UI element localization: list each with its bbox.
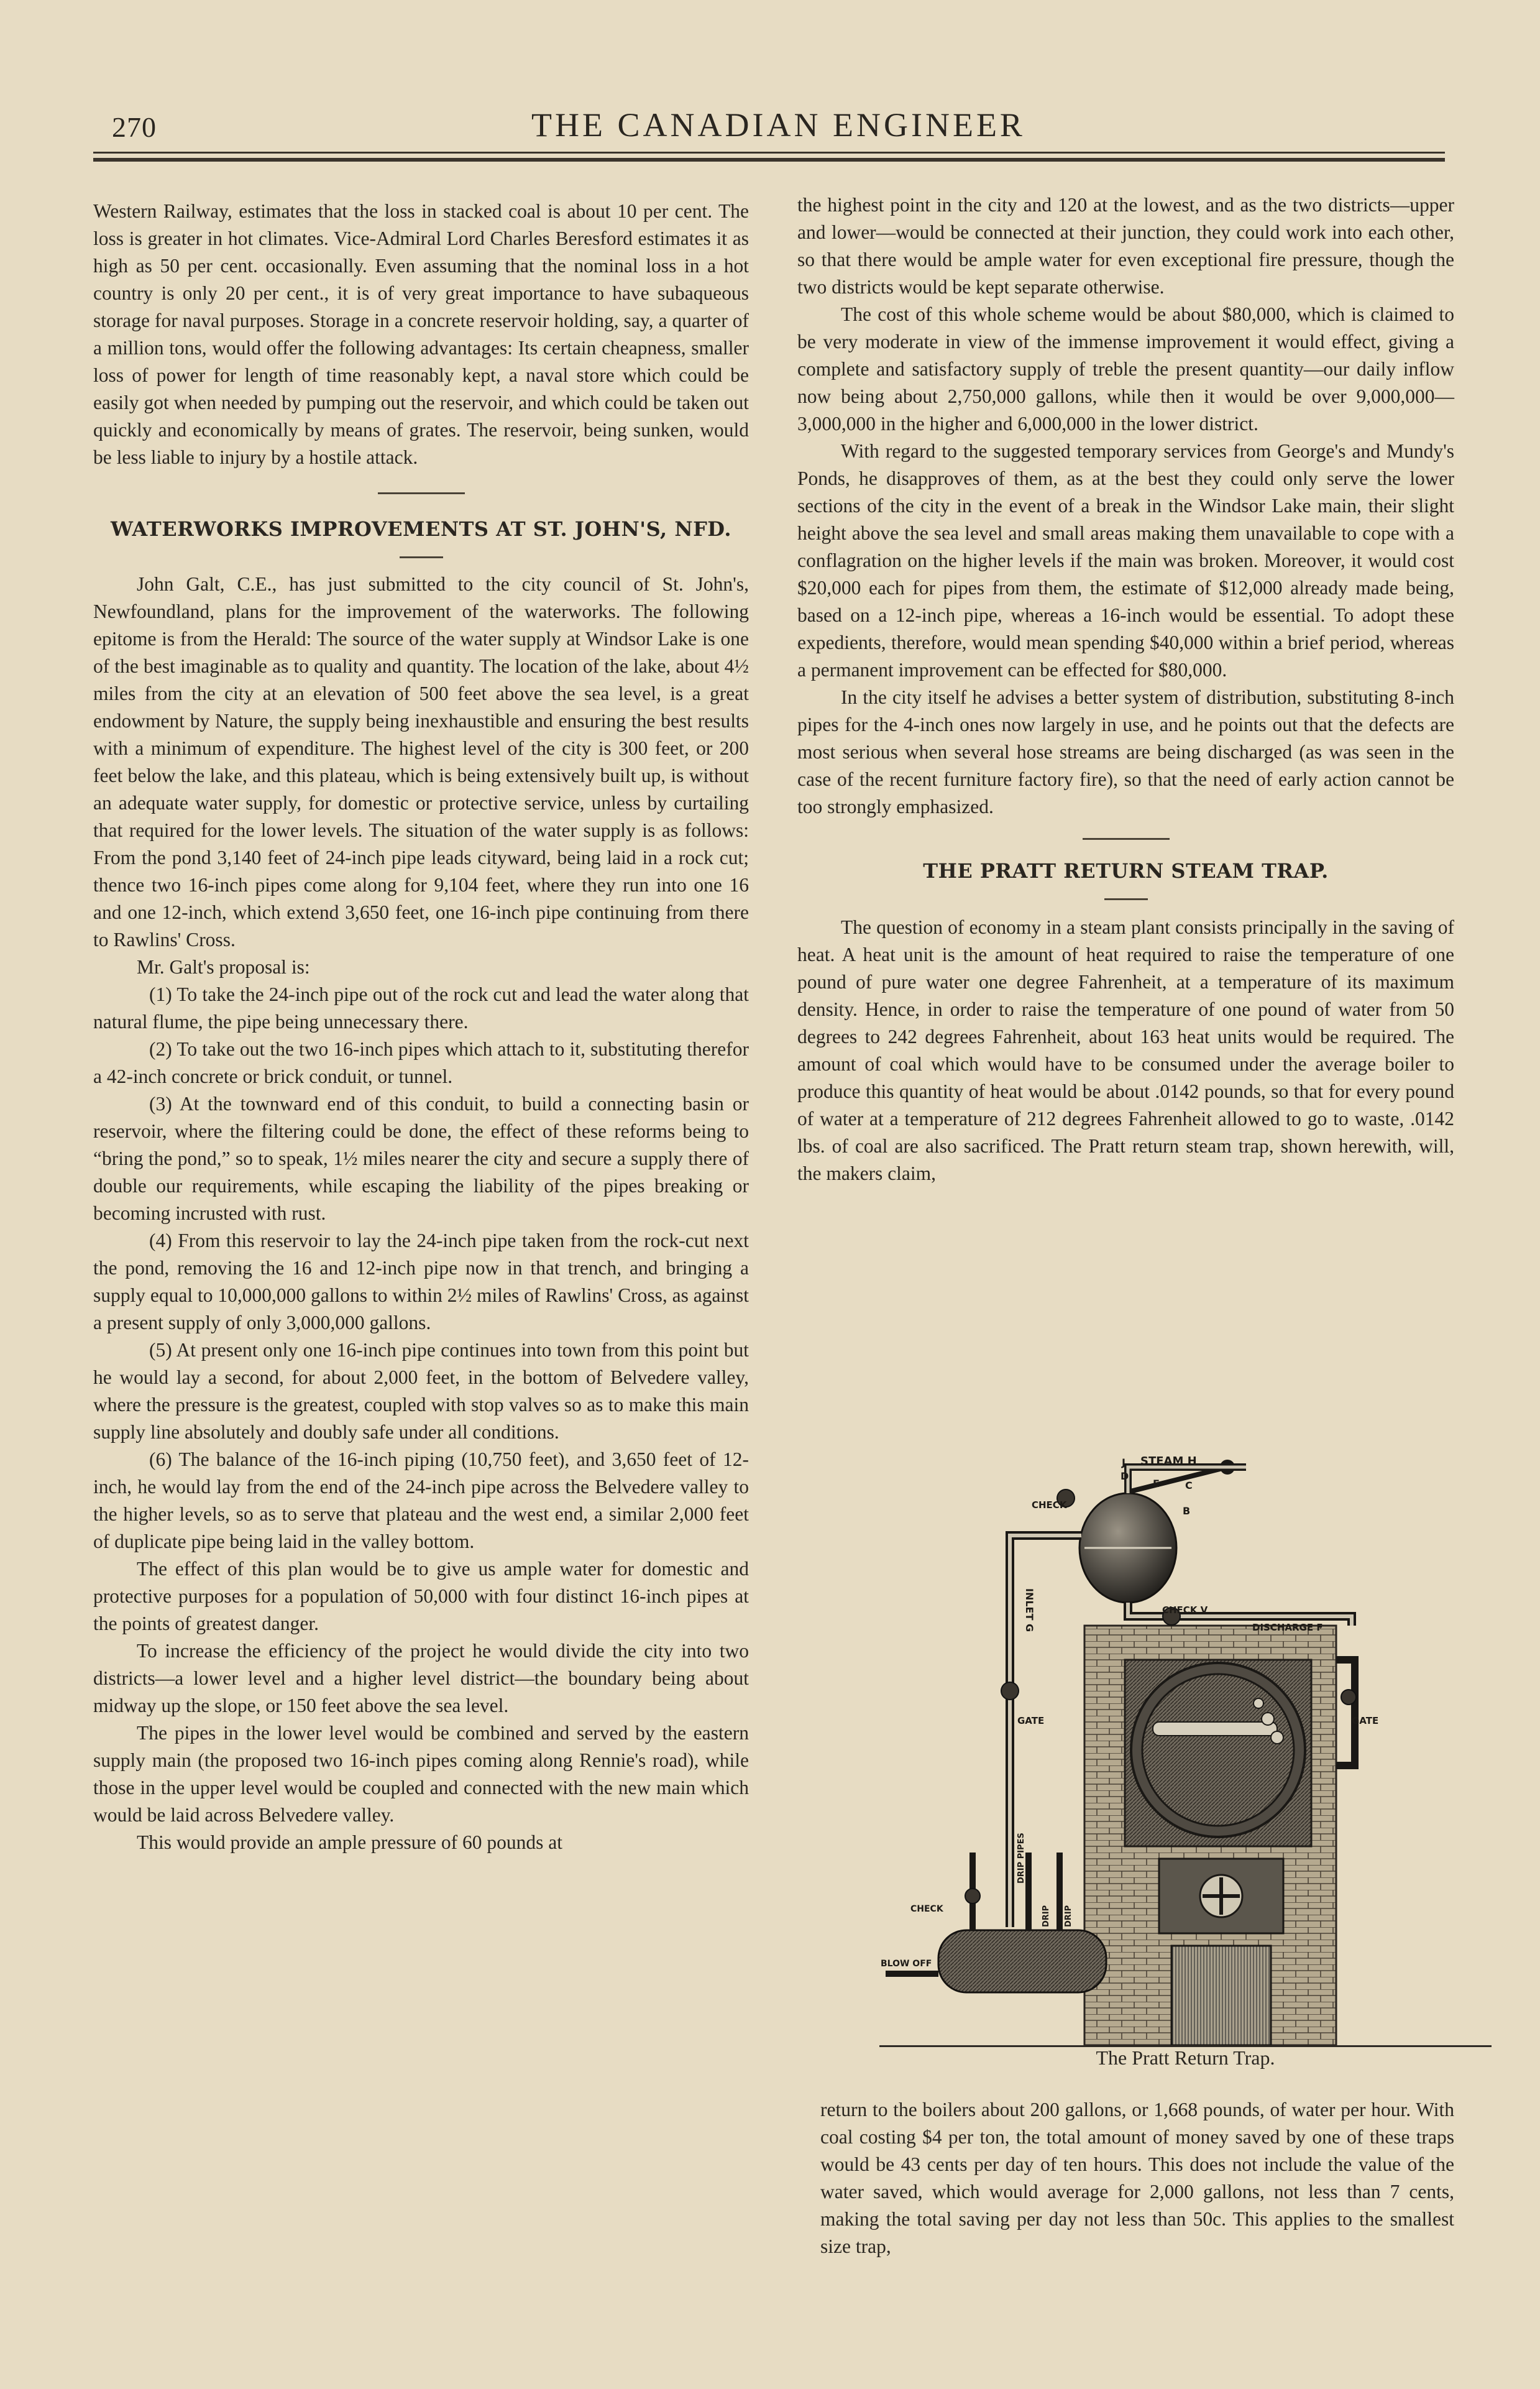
closing-paragraph: The pipes in the lower level would be combined and served by the eastern supply main (the proposed two 16-inch pipes coming along Rennie's road), while those in the upper level would be coupled and connected with the new main which would be laid across Belvedere valley. [93,1722,749,1826]
page-header [112,106,1445,155]
label-b: B [1183,1505,1191,1517]
label-drip-2: DRIP [1064,1905,1073,1927]
label-e: E [1153,1478,1160,1489]
label-drip-1: DRIP [1042,1905,1051,1927]
label-drip-pipes: DRIP PIPES [1017,1833,1026,1884]
closing-paragraph: This would provide an ample pressure of 60 pounds at [137,1831,562,1853]
pratt-trap-illustration [879,1455,1492,2045]
ponds-paragraph: With regard to the suggested temporary services from George's and Mundy's Ponds, he disapproves of them, as at the best they could only serve the lower sections of the city in the event of a break in the Windsor Lake main, their slight height above the sea level and small areas making them unavailable to cope with a conflagration on the higher levels if the main was broken. Moreover, it would cost $20,000 each for pipes from them, the estimate of $12,000 already made being, based on a 12-inch pipe, whereas a 16-inch would be essential. To adopt these expedients, therefore, would mean spending $40,000 within a brief period, whereas a permanent improvement can be effected for $80,000. [797,440,1454,681]
heading-underline [1104,898,1148,900]
left-column [93,198,749,1856]
distribution-paragraph: In the city itself he advises a better system of distribution, substituting 8-inch pipes for the 4-inch ones now largely in use, and he points out that the defects are most serious when several hose streams are being discharged (as was seen in the case of the recent furniture factory fire), so that the need of early action cannot be too strongly emphasized. [797,686,1454,817]
pratt-trap-figure [879,1455,1492,2047]
label-gate-left: GATE [1017,1715,1045,1726]
label-gate-right: GATE [1352,1715,1379,1726]
cost-paragraph: The cost of this whole scheme would be about $80,000, which is claimed to be very moderate in view of the immense improvement it would effect, giving a complete and satisfactory supply of treble the present quantity—our daily inflow now being about 2,750,000 gallons, while then it would be over 9,000,000—3,000,000 in the higher and 6,000,000 in the lower district. [797,303,1454,435]
label-steam: STEAM H [1140,1455,1197,1468]
right-column-bottom [820,2096,1454,2260]
proposal-item: (3) At the townward end of this conduit, to build a connecting basin or reservoir, where the filtering could be done, the effect of these reforms being to “bring the pond,” so to speak, 1½ miles nearer the city and secure a supply there of double our requirements, while escaping the liability of the pipes breaking or becoming incrusted with rust. [93,1093,749,1224]
label-blow-off: BLOW OFF [881,1959,932,1969]
continued-paragraph: the highest point in the city and 120 at the lowest, and as the two districts—upper and lower—would be connected at their junction, they could work into each other, so that there would be ample water for even exceptional fire pressure, though the two districts would be kept separate otherwise. [797,194,1454,298]
label-d: D [1121,1470,1129,1482]
label-check-bottom: CHECK [910,1904,943,1914]
right-column [797,191,1454,1187]
closing-paragraph: The effect of this plan would be to give us ample water for domestic and protective purposes for a population of 50,000 with four distinct 16-inch pipes at the points of greatest danger. [93,1558,749,1634]
pratt-paragraph: The question of economy in a steam plant consists principally in the saving of heat. A heat unit is the amount of heat required to raise the temperature of one pound of pure water one degree Fahrenheit, at a temperature of its maximum density. Hence, in order to raise the temperature of one pound of water from 50 degrees to 242 degrees Fahrenheit, about 163 heat units would be required. The amount of coal which would have to be consumed under the average boiler to produce this quantity of heat would be about .0142 pounds, so that for every pound of water at a temperature of 212 degrees Fahrenheit allowed to go to waste, .0142 lbs. of coal are also sacrificed. The Pratt return steam trap, shown herewith, will, the makers claim, [797,916,1454,1184]
section-divider [1083,838,1170,840]
proposal-intro: Mr. Galt's proposal is: [137,956,310,978]
closing-paragraph: To increase the efficiency of the project he would divide the city into two districts—a lower level and a higher level district—the boundary being about midway up the slope, or 150 feet above the sea level. [93,1640,749,1716]
waterworks-heading: WATERWORKS IMPROVEMENTS AT ST. JOHN'S, NFD. [110,517,732,541]
intro-paragraph: Western Railway, estimates that the loss in stacked coal is about 10 per cent. The loss is greater in hot climates. Vice-Admiral Lord Charles Beresford estimates it as high as 50 per cent. occasionally. Even assuming that the nominal loss in a hot country is only 20 per cent., it is of very great importance to have subaqueous storage for naval purposes. Storage in a concrete reservoir holding, say, a quarter of a million tons, would offer the following advantages: Its certain cheapness, smaller loss of power for length of time reasonably kept, a naval store which could be easily got when needed by pumping out the reservoir, and which could be taken out quickly and economically by means of grates. The reservoir, being sunken, would be less liable to injury by a hostile attack. [93,200,749,468]
waterworks-paragraph: John Galt, C.E., has just submitted to the city council of St. John's, Newfoundland, plans for the improvement of the waterworks. The following epitome is from the Herald: The source of the water supply at Windsor Lake is one of the best imaginable as to quality and quantity. The location of the lake, about 4½ miles from the city at an elevation of 500 feet above the sea level, is a great endowment by Nature, the supply being inexhaustible and ensuring the best results with a minimum of expenditure. The highest level of the city is 300 feet, or 200 feet below the lake, and this plateau, which is being extensively built up, is without an adequate water supply, for domestic or protective service, unless by curtailing that required for the lower levels. The situation of the water supply is as follows: From the pond 3,140 feet of 24-inch pipe leads cityward, being laid in a rock cut; thence two 16-inch pipes come along for 9,104 feet, where they run into one 16 and one 12-inch, which extend 3,650 feet, one 16-inch pipe continuing from there to Rawlins' Cross. [93,573,749,951]
pratt-heading: THE PRATT RETURN STEAM TRAP. [923,859,1329,883]
proposal-item: (6) The balance of the 16-inch piping (10,750 feet), and 3,650 feet of 12-inch, he would lay from the end of the 24-inch pipe across the Belvedere valley to the higher levels, so as to serve that plateau and the west end, a similar 2,000 feet of duplicate pipe being laid in the valley bottom. [93,1448,749,1552]
label-c: C [1185,1480,1193,1491]
proposal-item: (1) To take the 24-inch pipe out of the rock cut and lead the water along that natural flume, the pipe being unnecessary there. [93,983,749,1033]
label-inlet: INLET G [1024,1588,1035,1632]
page-number: 270 [112,111,157,143]
header-rule-thin [93,152,1445,154]
label-check-top: CHECK [1032,1499,1067,1511]
heading-underline [400,556,443,558]
label-discharge: DISCHARGE F [1252,1622,1323,1633]
header-rule-thick [93,158,1445,162]
label-j: J [1122,1457,1125,1468]
proposal-item: (2) To take out the two 16-inch pipes which attach to it, substituting therefor a 42-inch concrete or brick conduit, or tunnel. [93,1038,749,1087]
final-paragraph: return to the boilers about 200 gallons, or 1,668 pounds, of water per hour. With coal costing $4 per ton, the total amount of money saved by one of these traps would be 43 cents per day of ten hours. This does not include the value of the water saved, which would average for 2,000 gallons, not less than 7 cents, making the total saving per day not less than 50c. This applies to the smallest size trap, [820,2099,1454,2257]
proposal-item: (5) At present only one 16-inch pipe continues into town from this point but he would lay a second, for about 2,000 feet, in the bottom of Belvedere valley, where the pressure is the greatest, coupled with stop valves so as to make this main supply line absolutely and doubly safe under all conditions. [93,1339,749,1443]
figure-caption: The Pratt Return Trap. [1096,2046,1275,2069]
section-divider [378,492,465,494]
journal-title: THE CANADIAN ENGINEER [531,106,1025,144]
proposal-item: (4) From this reservoir to lay the 24-inch pipe taken from the rock-cut next the pond, removing the 16 and 12-inch pipe now in that trench, and bringing a supply equal to 10,000,000 gallons to within 2½ miles of Rawlins' Cross, as against a present supply of only 3,000,000 gallons. [93,1230,749,1333]
label-check-v: CHECK V [1162,1604,1208,1616]
